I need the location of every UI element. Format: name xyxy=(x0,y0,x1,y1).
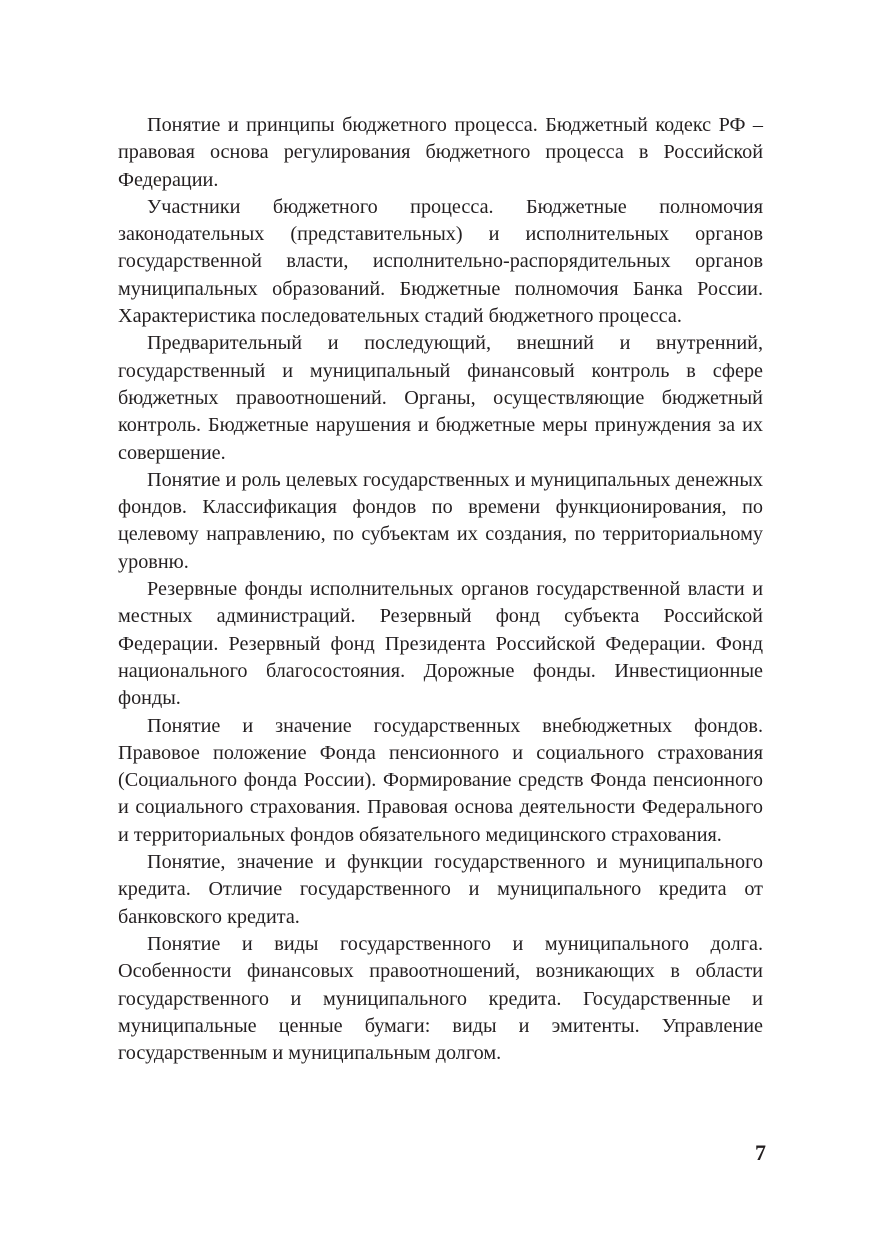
paragraph-financial-control: Предварительный и последующий, внешний и внутренний, государственный и муниципальный финансовый контроль в сфере бюджетных правоотношений. Органы, осуществляющие бюджетный контроль. Бюджетные нарушения и бюджетные меры принуждения за их совершение. xyxy=(118,332,763,464)
paragraph-extrabudgetary-funds: Понятие и значение государственных внебюджетных фондов. Правовое положение Фонда пенсионного и социального страхования (Социального фонда России). Формирование средств Фонда пенсионного и социального страхования. Правовая основа деятельности Федерального и территориальных фондов обязательного медицинского страхования. xyxy=(118,714,763,846)
paragraph-budget-process-participants: Участники бюджетного процесса. Бюджетные полномочия законодательных (представительных) и исполнительных органов государственной власти, исполнительно-распорядительных органов муниципальных образований. Бюджетные полномочия Банка России. Характеристика последовательных стадий бюджетного процесса. xyxy=(118,195,763,328)
page-number: 7 xyxy=(755,1140,766,1165)
body-text xyxy=(118,112,763,1067)
paragraph-reserve-funds: Резервные фонды исполнительных органов государственной власти и местных администраций. Резервный фонд субъекта Российской Федерации. Резервный фонд Президента Российской Федерации. Фонд национального благосостояния. Дорожные фонды. Инвестиционные фонды. xyxy=(118,578,763,710)
paragraph-target-funds: Понятие и роль целевых государственных и муниципальных денежных фондов. Классификация фондов по времени функционирования, по целевому направлению, по субъектам их создания, по территориальному уровню. xyxy=(118,468,763,573)
paragraph-public-debt: Понятие и виды государственного и муниципального долга. Особенности финансовых правоотношений, возникающих в области государственного и муниципального кредита. Государственные и муниципальные ценные бумаги: виды и эмитенты. Управление государственным и муниципальным долгом. xyxy=(118,932,763,1065)
paragraph-budget-process-concept: Понятие и принципы бюджетного процесса. Бюджетный кодекс РФ – правовая основа регулирования бюджетного процесса в Российской Федерации. xyxy=(118,114,763,191)
paragraph-public-credit: Понятие, значение и функции государственного и муниципального кредита. Отличие государственного и муниципального кредита от банковского кредита. xyxy=(118,851,763,928)
